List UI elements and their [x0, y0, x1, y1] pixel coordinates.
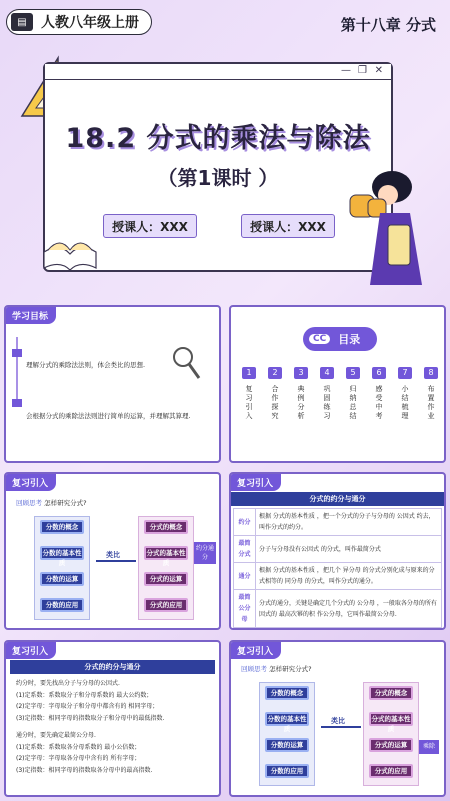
- flow-box: 分式的基本性质: [144, 546, 188, 560]
- catalog-label: 典例分析: [297, 385, 305, 421]
- catalog-label: 巩固练习: [323, 385, 331, 421]
- teacher-badge-1: 授课人：XXX: [103, 214, 197, 238]
- review-flow-card-1: [4, 472, 221, 630]
- goals-card: [4, 305, 221, 463]
- table-wrap: [233, 508, 442, 628]
- girl-binoculars-illustration: [340, 165, 440, 300]
- row-value: 根据 分式的基本性质 ，把一个分式的分子与分母的 公因式 约去，叫作分式的约分。: [256, 509, 442, 536]
- list-item: (2)定字母：字母取分子和分母中都含有的 相同字母；: [16, 703, 159, 710]
- lesson-subtitle: （第1课时 ）: [157, 166, 279, 190]
- catalog-item-1[interactable]: [241, 367, 257, 439]
- catalog-item-7[interactable]: [397, 367, 413, 439]
- side-label: 约分通分: [194, 542, 216, 564]
- analogy-label: 类比: [106, 551, 120, 559]
- text-header: 分式的约分与通分: [10, 660, 215, 674]
- catalog-label: 布置作业: [427, 385, 435, 421]
- catalog-item-3[interactable]: [293, 367, 309, 439]
- para: 通分时，要先确定最简公分母.: [16, 732, 96, 739]
- magnifier-icon: [171, 345, 201, 381]
- catalog-label: 复习引入: [245, 385, 253, 421]
- list-item: (3)定指数：相同字母的指数取分子和分母中的最低指数.: [16, 714, 165, 722]
- catalog-card: [229, 305, 446, 463]
- review-tag: 复习引入: [6, 474, 56, 491]
- catalog-item-6[interactable]: [371, 367, 387, 439]
- goal-1: 理解分式的乘除法法则，体会类比的思想.: [26, 361, 146, 369]
- flow-box: 分数的基本性质: [40, 546, 84, 560]
- flow-box: 分式的应用: [369, 764, 413, 778]
- review-question: [16, 498, 87, 507]
- question-text: 怎样研究分式?: [269, 665, 312, 673]
- table-row: [234, 509, 442, 536]
- catalog-num: 5: [346, 367, 360, 379]
- goal-marker-2: [12, 399, 22, 407]
- catalog-item-8[interactable]: [423, 367, 439, 439]
- flow-box: 分数的概念: [265, 686, 309, 700]
- catalog-label: 小结梳理: [401, 385, 409, 421]
- question-text: 怎样研究分式?: [44, 499, 87, 507]
- catalog-title: 目录: [338, 333, 361, 346]
- flow-box: 分数的基本性质: [265, 712, 309, 726]
- flow-box: 分数的运算: [40, 572, 84, 586]
- catalog-item-4[interactable]: [319, 367, 335, 439]
- goal-2: 会根据分式的乘除法法则进行简单的运算，并理解其算理.: [26, 412, 191, 420]
- catalog-label: 合作探究: [271, 385, 279, 421]
- list-item: (2)定字母：字母取各分母中含有的 所有字母；: [16, 755, 141, 762]
- grade-label: 人教八年级上册: [41, 15, 139, 31]
- row-value: 分子与分母没有公因式 的分式，叫作最简分式: [256, 536, 442, 563]
- catalog-title-pill: [303, 327, 377, 351]
- table-row: [234, 536, 442, 563]
- row-value: 根据 分式的基本性质 ，把几个 异分母 的分式分别化成与原来的分式相等的 同分母 的分式，叫作分式的通分。: [256, 563, 442, 590]
- goal-marker-1: [12, 349, 22, 357]
- review-text-card: [4, 640, 221, 797]
- catalog-item-5[interactable]: [345, 367, 361, 439]
- catalog-num: 8: [424, 367, 438, 379]
- catalog-num: 3: [294, 367, 308, 379]
- chapter-title: 第十八章 分式: [340, 16, 436, 34]
- flow-box: 分数的概念: [40, 520, 84, 534]
- row-key: 约分: [234, 509, 256, 536]
- catalog-label: 归纳总结: [349, 385, 357, 421]
- list-item: (1)定系数：系数取各分母系数的 最小公倍数；: [16, 743, 141, 751]
- review-question: [241, 664, 312, 673]
- book-icon: ▤: [11, 13, 33, 31]
- review-tag: 复习引入: [231, 642, 281, 659]
- lesson-title: 18.2 分式的乘法与除法: [65, 123, 371, 154]
- flow-box: 分式的应用: [144, 598, 188, 612]
- open-book-icon: [40, 222, 100, 272]
- flow-box: 分式的运算: [144, 572, 188, 586]
- analogy-label: 类比: [331, 717, 345, 725]
- review-tag: 复习引入: [6, 642, 56, 659]
- flow-box: 分数的应用: [40, 598, 84, 612]
- row-value: 分式的通分，关键是确定几个分式的 公分母 ，一般取各分母的所有因式的 最高次幂的积 作公分母，它叫作最简公分母.: [256, 590, 442, 628]
- goals-tag: 学习目标: [6, 307, 56, 324]
- review-tag: 复习引入: [231, 474, 281, 491]
- window-titlebar: [45, 64, 391, 80]
- grade-pill: [6, 9, 152, 35]
- flow-box: 分式的运算: [369, 738, 413, 752]
- teacher-badge-2: 授课人：XXX: [241, 214, 335, 238]
- review-table-card: [229, 472, 446, 630]
- catalog-num: 1: [242, 367, 256, 379]
- flow-box: 分式的概念: [144, 520, 188, 534]
- review-table: [233, 508, 442, 628]
- flow-box: 分式的基本性质: [369, 712, 413, 726]
- catalog-num: 4: [320, 367, 334, 379]
- goals-rail: [16, 337, 166, 407]
- table-row: [234, 590, 442, 628]
- catalog-num: 6: [372, 367, 386, 379]
- table-header: 分式的约分与通分: [231, 492, 444, 506]
- cc-icon: CC: [309, 334, 330, 344]
- catalog-label: 感受中考: [375, 385, 383, 421]
- review-flow-card-2: [229, 640, 446, 797]
- catalog-num: 2: [268, 367, 282, 379]
- flow-box: 分式的概念: [369, 686, 413, 700]
- row-key: 最简分式: [234, 536, 256, 563]
- question-prefix: 回顾思考: [16, 499, 42, 507]
- review-text-body: [16, 678, 216, 776]
- maximize-icon[interactable]: ❐: [358, 65, 367, 76]
- catalog-num: 7: [398, 367, 412, 379]
- row-key: 通分: [234, 563, 256, 590]
- list-item: (1)定系数：系数取分子和分母系数的 最大公约数；: [16, 691, 153, 699]
- table-row: [234, 563, 442, 590]
- close-icon[interactable]: ✕: [374, 65, 383, 76]
- list-item: (3)定指数：相同字母的指数取各分母中的最高指数.: [16, 766, 153, 774]
- catalog-item-2[interactable]: [267, 367, 283, 439]
- side-label: 乘除: [419, 740, 439, 754]
- flow-box: 分数的应用: [265, 764, 309, 778]
- minimize-icon[interactable]: —: [341, 65, 351, 76]
- flow-box: 分数的运算: [265, 738, 309, 752]
- row-key: 最简公分母: [234, 590, 256, 628]
- question-prefix: 回顾思考: [241, 665, 267, 673]
- para: 约分时，要先找出分子与分母的公因式.: [16, 680, 120, 687]
